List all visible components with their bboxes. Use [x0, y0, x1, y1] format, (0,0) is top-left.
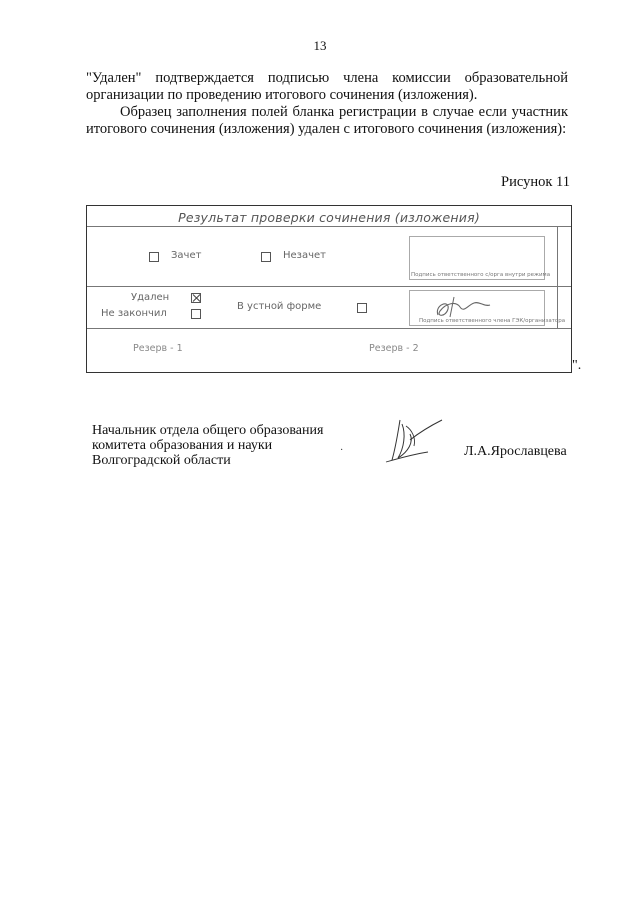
zachet-checkbox[interactable]	[149, 252, 159, 262]
ne-zakonchil-checkbox[interactable]	[191, 309, 201, 319]
position-line-3: Волгоградской области	[92, 453, 231, 468]
nezachet-checkbox[interactable]	[261, 252, 271, 262]
paragraph-udalen: "Удален" подтверждается подписью члена комиссии образовательной организации по проведению итогового сочинения (изложения).	[86, 70, 568, 103]
signatory-position	[92, 423, 323, 468]
official-signature-icon	[380, 412, 450, 468]
position-line-1: Начальник отдела общего образования	[92, 423, 324, 438]
signature-caption-removal: Подпись ответственного члена ГЭК/организатора	[419, 318, 566, 324]
form-divider	[87, 286, 571, 287]
figure-label: Рисунок 11	[501, 174, 570, 190]
udalen-label: Удален	[131, 292, 170, 303]
v-ustnoy-forme-label: В устной форме	[237, 301, 322, 312]
form-divider	[87, 328, 571, 329]
form-right-border	[557, 226, 558, 328]
signatory-name: Л.А.Ярославцева	[464, 444, 567, 459]
separator-dot: ·	[340, 445, 344, 456]
reserve-2-label: Резерв - 2	[369, 343, 419, 354]
position-line-2: комитета образования и науки	[92, 438, 273, 453]
registration-form-result-block	[86, 205, 572, 373]
v-ustnoy-forme-checkbox[interactable]	[357, 303, 367, 313]
form-title: Результат проверки сочинения (изложения)	[178, 210, 480, 225]
zachet-label: Зачет	[171, 250, 202, 261]
reserve-1-label: Резерв - 1	[133, 343, 183, 354]
form-divider	[87, 226, 571, 227]
udalen-checkbox[interactable]	[191, 293, 201, 303]
closing-quote: ".	[572, 358, 582, 373]
official-signature	[380, 412, 450, 473]
page-number: 13	[313, 38, 327, 53]
nezachet-label: Незачет	[283, 250, 327, 261]
signature-caption-result: Подпись ответственного с/орга внутри режима	[411, 272, 551, 278]
paragraph-sample: Образец заполнения полей бланка регистрации в случае если участник итогового сочинения (изложения) удален с итогового сочинения (изложения):	[86, 104, 568, 137]
ne-zakonchil-label: Не закончил	[101, 308, 167, 319]
